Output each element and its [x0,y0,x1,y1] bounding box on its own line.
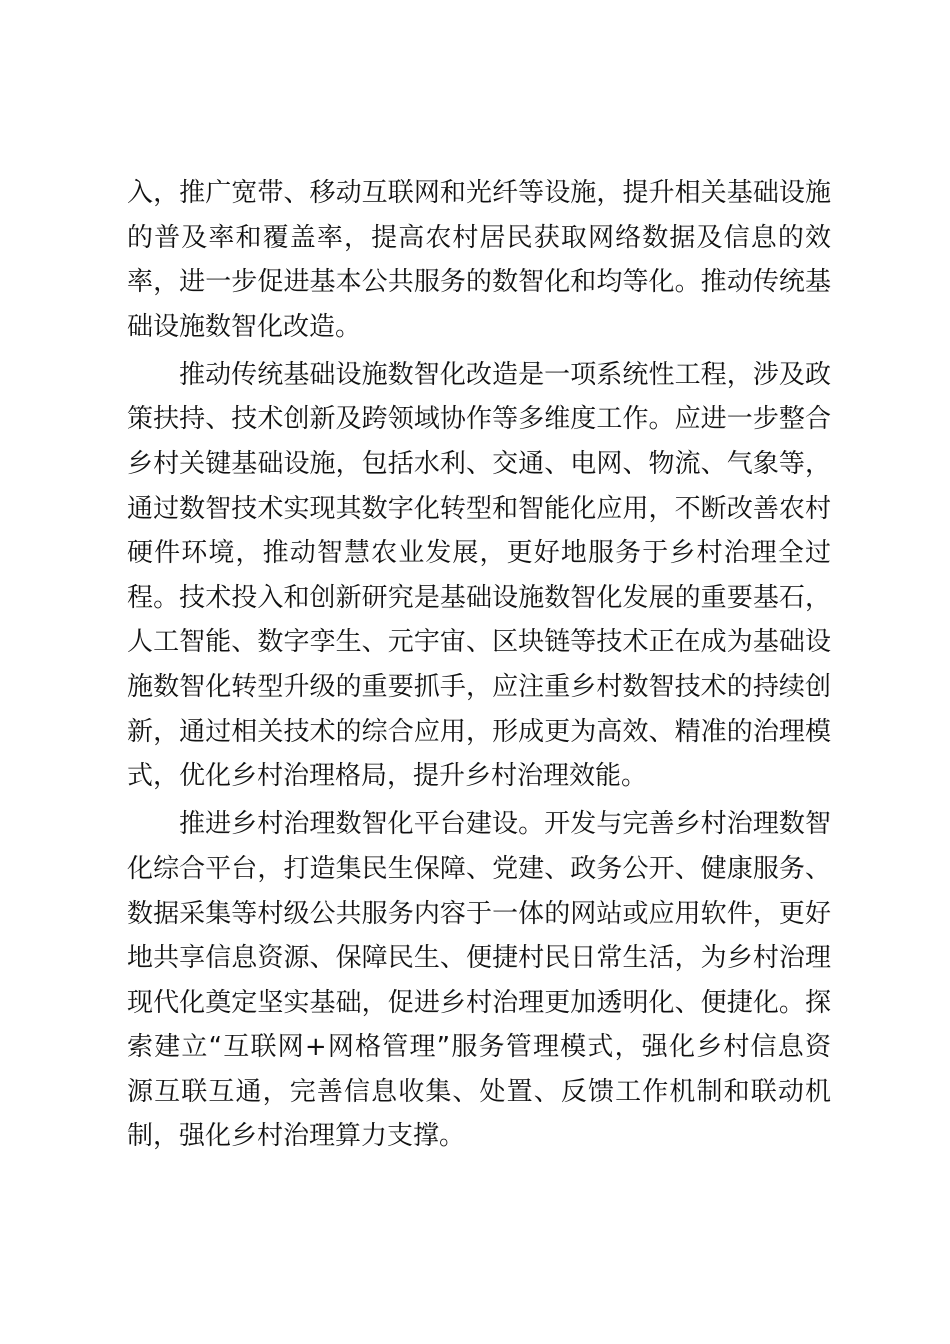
text-line: 数据采集等村级公共服务内容于一体的网站或应用软件，更好 [127,898,831,929]
text-line: 推进乡村治理数智化平台建设。开发与完善乡村治理数智 [179,809,831,840]
text-line: 通过数智技术实现其数字化转型和智能化应用，不断改善农村 [127,493,831,524]
text-line: 乡村关键基础设施，包括水利、交通、电网、物流、气象等， [127,449,831,480]
text-line: 策扶持、技术创新及跨领域协作等多维度工作。应进一步整合 [127,404,831,435]
text-line: 程。技术投入和创新研究是基础设施数智化发展的重要基石， [127,582,831,613]
text-line: 地共享信息资源、保障民生、便捷村民日常生活，为乡村治理 [127,943,831,974]
text-line: 施数智化转型升级的重要抓手，应注重乡村数智技术的持续创 [127,672,831,703]
text-line: 入，推广宽带、移动互联网和光纤等设施，提升相关基础设施 [127,178,831,208]
text-line: 索建立“互联网+网格管理”服务管理模式，强化乡村信息资 [127,1032,831,1063]
text-line: 率，进一步促进基本公共服务的数智化和均等化。推动传统基 [127,267,831,298]
text-line: 础设施数智化改造。 [127,311,362,342]
text-line: 化综合平台，打造集民生保障、党建、政务公开、健康服务、 [127,853,831,884]
document-page [127,171,831,1163]
text-line: 源互联互通，完善信息收集、处置、反馈工作机制和联动机 [127,1076,831,1107]
paragraph-2 [127,353,831,799]
text-line: 硬件环境，推动智慧农业发展，更好地服务于乡村治理全过 [127,538,831,569]
text-line: 现代化奠定坚实基础，促进乡村治理更加透明化、便捷化。探 [127,987,831,1018]
text-line: 推动传统基础设施数智化改造是一项系统性工程，涉及政 [179,359,831,390]
paragraph-3 [127,802,831,1159]
text-line: 式，优化乡村治理格局，提升乡村治理效能。 [127,761,648,792]
text-line: 新，通过相关技术的综合应用，形成更为高效、精准的治理模 [127,716,831,747]
paragraph-1 [127,171,831,349]
text-line: 的普及率和覆盖率，提高农村居民获取网络数据及信息的效 [127,222,831,253]
text-line: 人工智能、数字孪生、元宇宙、区块链等技术正在成为基础设 [127,627,831,658]
text-line: 制，强化乡村治理算力支撑。 [127,1121,466,1152]
